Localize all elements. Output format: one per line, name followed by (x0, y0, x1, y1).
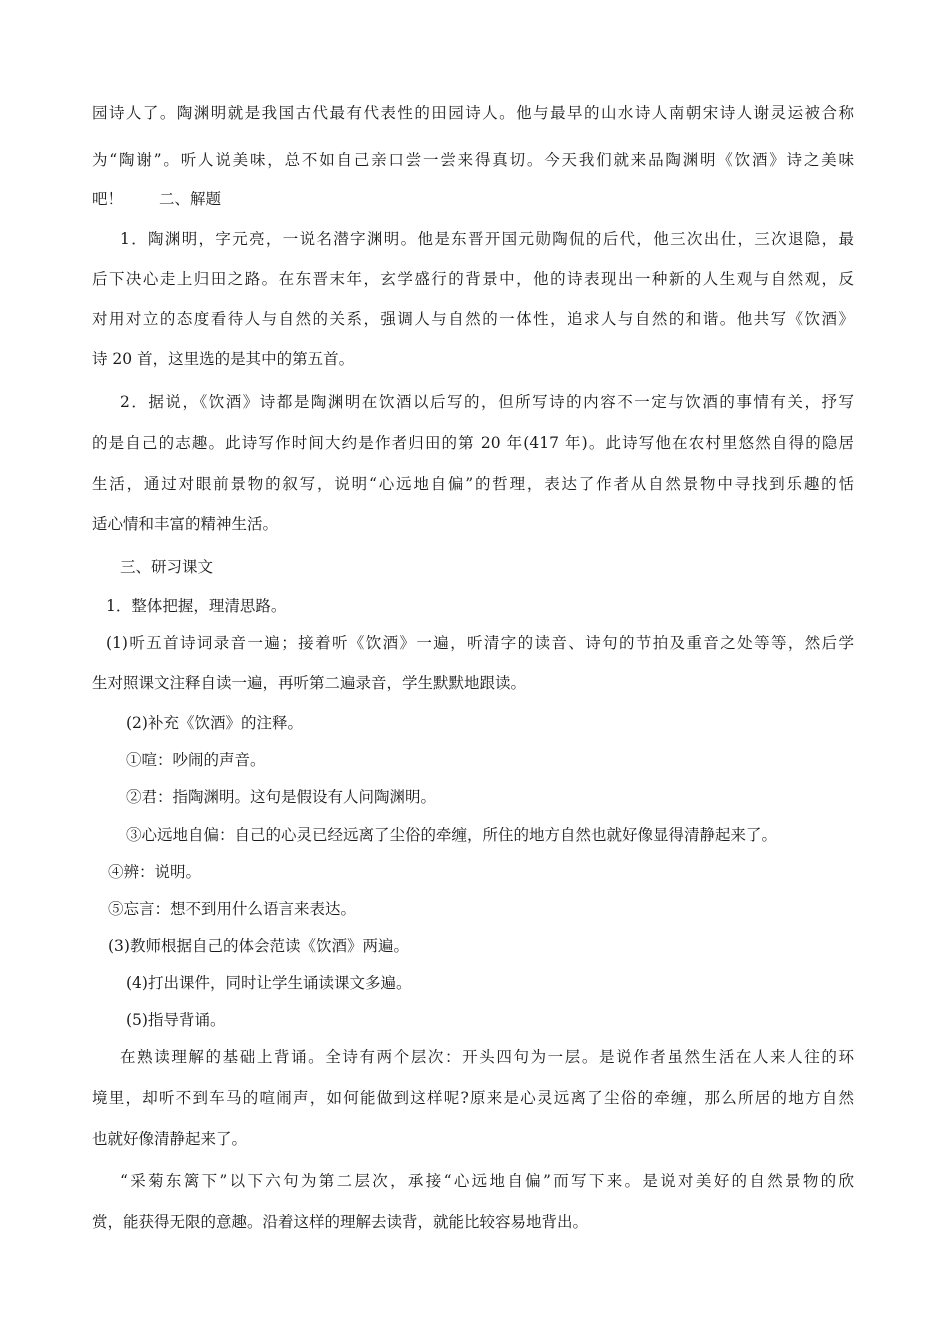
step1-line-2: 生对照课文注释自读一遍，再听第二遍录音，学生默默地跟读。 (92, 674, 527, 692)
intro-line-3-with-heading (92, 189, 221, 209)
jieti-1-line-3: 对用对立的态度看待人与自然的关系，强调人与自然的一体性，追求人与自然的和谐。他共写《饮酒》 (92, 310, 854, 328)
intro-line-3: 吧！ (92, 190, 124, 208)
section3-heading: 三、研习课文 (120, 558, 214, 576)
intro-line-1: 园诗人了。陶渊明就是我国古代最有代表性的田园诗人。他与最早的山水诗人南朝宋诗人谢灵运被合称 (92, 104, 854, 122)
step5: (5)指导背诵。 (126, 1011, 226, 1029)
second-layer-line-1: “采菊东篱下”以下六句为第二层次，承接“心远地自偏”而写下来。是说对美好的自然景物的欣 (120, 1172, 854, 1190)
yanxi-1-heading: 1．整体把握，理清思路。 (106, 597, 287, 615)
second-layer-line-2: 赏，能获得无限的意趣。沿着这样的理解去读背，就能比较容易地背出。 (92, 1213, 589, 1231)
intro-line-2: 为“陶谢”。听人说美味，总不如自己亲口尝一尝来得真切。今天我们就来品陶渊明《饮酒》诗之美味 (92, 151, 854, 169)
section2-heading: 二、解题 (159, 190, 222, 208)
recite-line-1: 在熟读理解的基础上背诵。全诗有两个层次：开头四句为一层。是说作者虽然生活在人来人往的环 (120, 1048, 854, 1066)
jieti-2-line-2: 的是自己的志趣。此诗写作时间大约是作者归田的第 20 年(417 年)。此诗写他在农村里悠然自得的隐居 (92, 434, 854, 452)
jieti-2-line-1: 2．据说，《饮酒》诗都是陶渊明在饮酒以后写的，但所写诗的内容不一定与饮酒的事情有关，抒写 (120, 393, 854, 411)
step2: (2)补充《饮酒》的注释。 (126, 714, 303, 732)
jieti-2-line-3: 生活，通过对眼前景物的叙写，说明“心远地自偏”的哲理，表达了作者从自然景物中寻找到乐趣的恬 (92, 475, 854, 493)
jieti-1-line-1: 1．陶渊明，字元亮，一说名潜字渊明。他是东晋开国元勋陶侃的后代，他三次出仕，三次退隐，最 (120, 230, 854, 248)
jieti-1-line-4: 诗 20 首，这里选的是其中的第五首。 (92, 350, 355, 368)
recite-line-2: 境里，却听不到车马的喧闹声，如何能做到这样呢?原来是心灵远离了尘俗的牵缠，那么所居的地方自然 (92, 1089, 854, 1107)
note-5: ⑤忘言：想不到用什么语言来表达。 (108, 900, 357, 918)
note-4: ④辨：说明。 (108, 863, 202, 881)
note-1: ①喧：吵闹的声音。 (126, 751, 266, 769)
jieti-1-line-2: 后下决心走上归田之路。在东晋末年，玄学盛行的背景中，他的诗表现出一种新的人生观与自然观，反 (92, 270, 854, 288)
note-2: ②君：指陶渊明。这句是假设有人问陶渊明。 (126, 788, 437, 806)
jieti-2-line-4: 适心情和丰富的精神生活。 (92, 515, 279, 533)
recite-line-3: 也就好像清静起来了。 (92, 1130, 248, 1148)
step4: (4)打出课件，同时让学生诵读课文多遍。 (126, 974, 412, 992)
step1-line-1: (1)听五首诗词录音一遍；接着听《饮酒》一遍，听清字的读音、诗句的节拍及重音之处等等，然后学 (106, 634, 854, 652)
step3: (3)教师根据自己的体会范读《饮酒》两遍。 (108, 937, 409, 955)
note-3: ③心远地自偏：自己的心灵已经远离了尘俗的牵缠，所住的地方自然也就好像显得清静起来了。 (126, 826, 778, 844)
